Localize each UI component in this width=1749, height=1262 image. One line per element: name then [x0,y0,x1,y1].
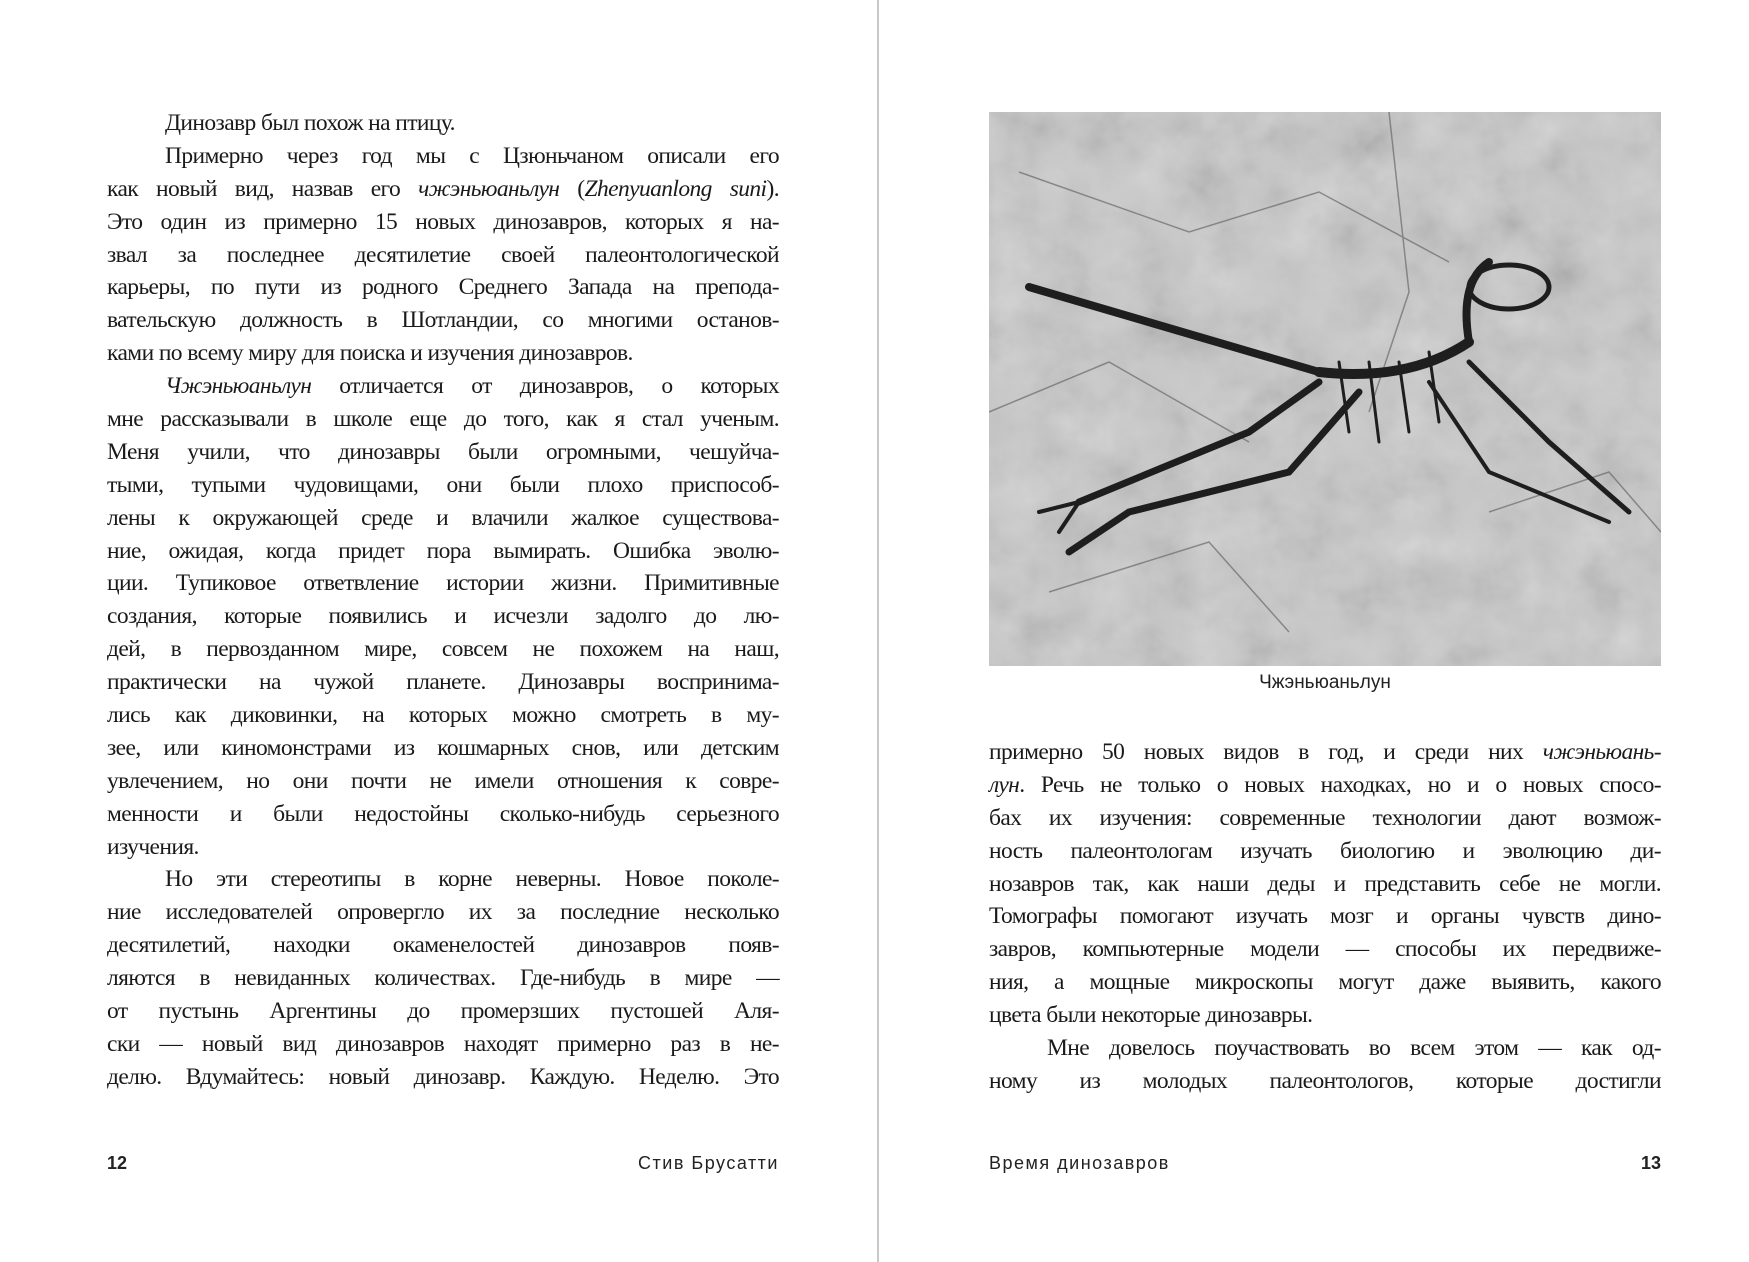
page-gutter [877,0,879,1262]
text-segment: лись как диковинки, на которых можно смотреть в му- [107,702,779,729]
text-line [107,798,779,831]
text-segment: от пустынь Аргентины до промерзших пустошей Аля- [107,998,779,1025]
text-segment: отличается от динозавров, о которых [311,373,779,400]
text-segment: цвета были некоторые динозавры. [989,1002,1313,1029]
text-line [107,107,779,140]
text-line [989,835,1661,868]
text-segment: ность палеонтологам изучать биологию и эволюцию ди- [989,837,1661,864]
text-segment: Томографы помогают изучать мозг и органы чувств дино- [989,903,1661,930]
text-line [989,999,1661,1032]
text-segment: ние исследователей опровергло их за последние несколько [107,899,779,926]
italic-term: Zhenyuanlong suni [584,175,767,202]
text-segment: дей, в первозданном мире, совсем не похожем на наш, [107,636,779,663]
text-line [107,436,779,469]
text-line [107,206,779,239]
text-segment: ному из молодых палеонтологов, которые достигли [989,1067,1661,1094]
text-segment: практически на чужой планете. Динозавры воспринима- [107,669,779,696]
text-segment: Меня учили, что динозавры были огромными, чешуйча- [107,438,779,465]
text-line [107,699,779,732]
text-line [107,863,779,896]
text-line [107,765,779,798]
text-segment: лены к окружающей среде и влачили жалкое существова- [107,504,779,531]
text-line [989,736,1661,769]
text-segment: ( [559,175,585,202]
text-segment: ции. Тупиковое ответвление истории жизни. Примитивные [107,570,779,597]
text-segment: как новый вид, назвав его [107,175,419,202]
text-line [107,995,779,1028]
text-line [989,802,1661,835]
text-segment: увлечением, но они почти не имели отношения к совре- [107,767,779,794]
text-segment: десятилетий, находки окаменелостей динозавров появ- [107,932,779,959]
text-segment: менности и были недостойны сколько-нибудь серьезного [107,800,779,827]
text-segment: ния, а мощные микроскопы могут даже выявить, какого [989,969,1661,996]
text-segment: Мне довелось поучаствовать во всем этом — как од- [1047,1035,1661,1062]
text-line [107,1028,779,1061]
text-line [107,239,779,272]
text-line [989,868,1661,901]
text-line [107,567,779,600]
text-line [107,962,779,995]
text-line [107,732,779,765]
left-page-body [107,107,779,1094]
text-segment: звал за последнее десятилетие своей палеонтологической [107,241,779,268]
text-line [107,370,779,403]
text-line [107,337,779,370]
italic-term: чжэньюаньлун [418,175,560,202]
running-head-title: Время динозавров [989,1153,1170,1173]
text-segment: завров, компьютерные модели — способы их передвиже- [989,936,1661,963]
text-line [107,633,779,666]
text-segment: делю. Вдумайтесь: новый динозавр. Каждую. Неделю. Это [107,1063,779,1090]
text-line [989,933,1661,966]
text-line [989,966,1661,999]
text-segment: нозавров так, как наши деды и представить себе не могли. [989,870,1661,897]
zhenyuanlong-fossil-image [989,112,1661,666]
text-segment: тыми, тупыми чудовищами, они были плохо приспособ- [107,471,779,498]
text-line [107,304,779,337]
text-segment: зее, или киномонстрами из кошмарных снов, или детским [107,734,779,761]
text-segment: Динозавр был похож на птицу. [165,110,455,136]
italic-term: чжэньюань- [1542,739,1661,765]
figure-caption: Чжэньюаньлун [1259,672,1391,693]
text-line [107,929,779,962]
text-line [989,769,1661,802]
text-segment: вательскую должность в Шотландии, со многими останов- [107,307,779,334]
text-segment: бах их изучения: современные технологии дают возмож- [989,804,1661,831]
text-segment: ние, ожидая, когда придет пора вымирать. Ошибка эволю- [107,537,779,564]
text-line [107,535,779,568]
text-line [107,140,779,173]
text-segment: Это один из примерно 15 новых динозавров, которых я на- [107,208,779,235]
right-page-body [989,736,1661,1098]
page-number-left: 12 [107,1153,128,1173]
text-segment: создания, которые появились и исчезли задолго до лю- [107,603,779,630]
fossil-photo [989,112,1661,666]
text-line [989,1032,1661,1065]
text-line [107,271,779,304]
text-line [107,1061,779,1094]
running-head-author: Стив Брусатти [638,1153,779,1173]
text-line [107,831,779,864]
italic-term: Чжэньюаньлун [165,373,312,400]
text-line [989,900,1661,933]
text-segment: ). [766,175,779,202]
text-line [107,173,779,206]
italic-term: лун [989,771,1020,798]
text-segment: Но эти стереотипы в корне неверны. Новое поколе- [165,866,779,893]
text-line [107,896,779,929]
text-line [107,403,779,436]
text-segment: мне рассказывали в школе еще до того, как я стал ученым. [107,406,779,433]
text-segment: карьеры, по пути из родного Среднего Запада на препода- [107,274,779,301]
text-line [107,600,779,633]
text-line [107,469,779,502]
text-segment: изучения. [107,833,199,860]
text-line [107,666,779,699]
text-segment: примерно 50 новых видов в год, и среди них [989,739,1543,765]
page-number-right: 13 [1640,1153,1661,1173]
text-segment: Примерно через год мы с Цзюньчаном описали его [165,142,779,169]
text-line [989,1065,1661,1098]
text-segment: . Речь не только о новых находках, но и о новых спосо- [1019,771,1661,798]
text-segment: ками по всему миру для поиска и изучения динозавров. [107,340,633,367]
text-line [107,502,779,535]
text-segment: ляются в невиданных количествах. Где-нибудь в мире — [107,965,779,992]
text-segment: ски — новый вид динозавров находят примерно раз в не- [107,1030,779,1057]
